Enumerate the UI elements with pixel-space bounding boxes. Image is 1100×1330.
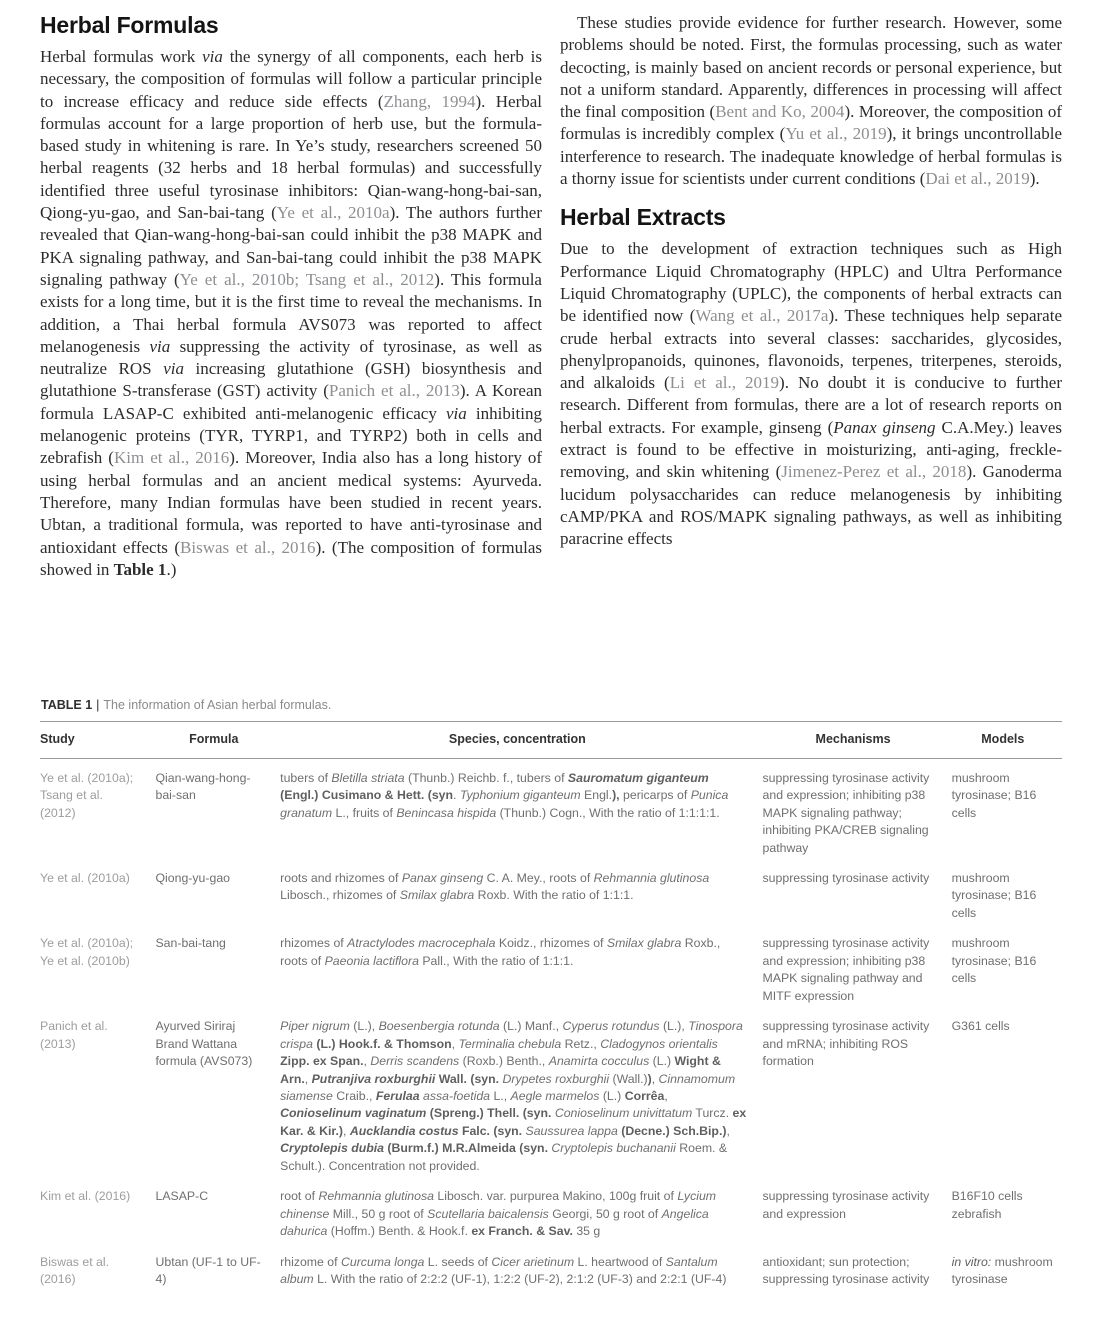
herbal-formulas-paragraph: Herbal formulas work via the synergy of all components, each herb is necessary, the composition of formulas will follow a particular principle to increase efficacy and reduce side effects (Zhang, 1994). Herbal formulas account for a large proportion of herb use, but the formula-based study in whitening is rare. In Ye’s study, researchers screened 50 herbal reagents (32 herbs and 18 herbal formulas) and successfully identified three useful tyrosinase inhibitors: Qian-wang-hong-bai-san, Qiong-yu-gao, and San-bai-tang (Ye et al., 2010a). The authors further revealed that Qian-wang-hong-bai-san could inhibit the p38 MAPK and PKA signaling pathway, and San-bai-tang could inhibit the p38 MAPK signaling pathway (Ye et al., 2010b; Tsang et al., 2012). This formula exists for a long time, but it is the first time to reveal the mechanisms. In addition, a Thai herbal formula AVS073 was reported to affect melanogenesis via suppressing the activity of tyrosinase, as well as neutralize ROS via increasing glutathione (GSH) biosynthesis and glutathione S-transferase (GST) activity (Panich et al., 2013). A Korean formula LASAP-C exhibited anti-melanogenic efficacy via inhibiting melanogenic proteins (TYR, TYRP1, and TYRP2) both in cells and zebrafish (Kim et al., 2016). Moreover, India also has a long history of using herbal formulas and an ancient medical systems: Ayurveda. Therefore, many Indian formulas have been studied in recent years. Ubtan, a traditional formula, was reported to have anti-tyrosinase and antioxidant effects (Biswas et al., 2016). (The composition of formulas showed in Table 1.) bbox=[40, 47, 543, 579]
column-header-models: Models bbox=[952, 722, 1062, 759]
species-cell: tubers of Bletilla striata (Thunb.) Reichb. f., tubers of Sauromatum giganteum (Engl.) Cusimano & Hett. (syn. Typhonium giganteum Engl.), pericarps of Punica granatum L., fruits of Benincasa hispida (Thunb.) Cogn., With the ratio of 1:1:1:1. bbox=[280, 770, 729, 820]
formula-cell: Qian-wang-hong-bai-san bbox=[155, 770, 251, 803]
models-cell: mushroom tyrosinase; B16 cells bbox=[951, 936, 1037, 986]
models-cell: mushroom tyrosinase; B16 cells bbox=[951, 770, 1037, 820]
species-cell: roots and rhizomes of Panax ginseng C. A. Mey., roots of Rehmannia glutinosa Libosch., rhizomes of Smilax glabra Roxb. With the ratio of 1:1:1. bbox=[280, 871, 710, 903]
table-header bbox=[40, 722, 1062, 759]
models-cell: mushroom tyrosinase; B16 cells bbox=[951, 871, 1037, 920]
citation-link[interactable]: Jimenez-Perez et al., 2018 bbox=[781, 462, 967, 482]
mechanisms-cell: antioxidant; sun protection; suppressing tyrosinase activity bbox=[762, 1254, 930, 1287]
mechanisms-cell: suppressing tyrosinase activity and expression; inhibiting p38 MAPK signaling pathway; inhibiting PKA/CREB signaling pathway bbox=[762, 770, 930, 855]
table-row bbox=[40, 1007, 1062, 1177]
citation-link[interactable]: Kim et al., 2016 bbox=[113, 448, 230, 468]
citation-link[interactable]: Bent and Ko, 2004 bbox=[715, 102, 845, 122]
column-header-formula: Formula bbox=[155, 722, 280, 759]
formula-cell: Qiong-yu-gao bbox=[155, 871, 230, 886]
table-row bbox=[40, 758, 1062, 859]
citation-link[interactable]: Zhang, 1994 bbox=[383, 91, 476, 111]
study-cell: Biswas et al. (2016) bbox=[40, 1254, 110, 1287]
table-row bbox=[40, 1243, 1062, 1291]
table-row bbox=[40, 924, 1062, 1007]
formula-cell: LASAP-C bbox=[155, 1189, 209, 1204]
mechanisms-cell: suppressing tyrosinase activity and expression; inhibiting p38 MAPK signaling pathway and MITF expression bbox=[762, 936, 930, 1003]
citation-link[interactable]: Biswas et al., 2016 bbox=[180, 537, 316, 557]
article-body bbox=[40, 12, 1062, 662]
study-cell: Ye et al. (2010a) bbox=[40, 871, 130, 886]
citation-link[interactable]: Wang et al., 2017a bbox=[695, 306, 829, 326]
table-1-block bbox=[40, 698, 1062, 1291]
column-header-species: Species, concentration bbox=[280, 722, 762, 759]
formula-cell: Ubtan (UF-1 to UF-4) bbox=[155, 1254, 261, 1287]
citation-link[interactable]: Panich et al., 2013 bbox=[328, 381, 460, 401]
caption-separator-bar: | bbox=[96, 698, 100, 712]
table-1-caption-text: The information of Asian herbal formulas. bbox=[103, 698, 332, 712]
section-heading-herbal-formulas: Herbal Formulas bbox=[40, 12, 219, 38]
column-header-study: Study bbox=[40, 722, 155, 759]
models-cell: B16F10 cells zebrafish bbox=[951, 1189, 1023, 1221]
citation-link[interactable]: Yu et al., 2019 bbox=[785, 124, 887, 144]
table-row bbox=[40, 859, 1062, 924]
table-body bbox=[40, 758, 1062, 1290]
mechanisms-cell: suppressing tyrosinase activity and mRNA; inhibiting ROS formation bbox=[762, 1019, 930, 1069]
table-header-row bbox=[40, 722, 1062, 759]
citation-link[interactable]: Li et al., 2019 bbox=[669, 373, 780, 393]
models-cell: G361 cells bbox=[951, 1019, 1010, 1034]
species-cell: Piper nigrum (L.), Boesenbergia rotunda (L.) Manf., Cyperus rotundus (L.), Tinospora crispa (L.) Hook.f. & Thomson, Terminalia chebula Retz., Cladogynos orientalis Zipp. ex Span., Derris scandens (Roxb.) Benth., Anamirta cocculus (L.) Wight & Arn., Putranjiva roxburghii Wall. (syn. Drypetes roxburghii (Wall.)), Cinnamomum siamense Craib., Ferulaa assa-foetida L., Aegle marmelos (L.) Corrêa, Conioselinum vaginatum (Spreng.) Thell. (syn. Conioselinum univittatum Turcz. ex Kar. & Kir.), Aucklandia costus Falc. (syn. Saussurea lappa (Decne.) Sch.Bip.), Cryptolepis dubia (Burm.f.) M.R.Almeida (syn. Cryptolepis buchananii Roem. & Schult.). Concentration not provided. bbox=[280, 1019, 747, 1173]
formula-cell: Ayurved Siriraj Brand Wattana formula (AVS073) bbox=[155, 1019, 253, 1069]
table-1-caption-label: TABLE 1 bbox=[41, 698, 93, 712]
mechanisms-cell: suppressing tyrosinase activity bbox=[762, 871, 930, 886]
species-cell: root of Rehmannia glutinosa Libosch. var. purpurea Makino, 100g fruit of Lycium chinense Mill., 50 g root of Scutellaria baicalensis Georgi, 50 g root of Angelica dahurica (Hoffm.) Benth. & Hook.f. ex Franch. & Sav. 35 g bbox=[280, 1189, 717, 1239]
asian-herbal-formulas-table bbox=[40, 721, 1062, 1291]
study-cell: Ye et al. (2010a); Ye et al. (2010b) bbox=[40, 936, 134, 968]
species-cell: rhizome of Curcuma longa L. seeds of Cicer arietinum L. heartwood of Santalum album L. With the ratio of 2:2:2 (UF-1), 1:2:2 (UF-2), 2:1:2 (UF-3) and 2:2:1 (UF-4) bbox=[280, 1254, 727, 1287]
citation-link[interactable]: Ye et al., 2010b; Tsang et al., 2012 bbox=[179, 269, 435, 289]
citation-link[interactable]: Ye et al., 2010a bbox=[276, 203, 390, 223]
further-research-paragraph: These studies provide evidence for further research. However, some problems should be noted. First, the formulas processing, such as water decocting, is mainly based on ancient records or personal experience, but not a uniform standard. Apparently, differences in processing will affect the final composition (Bent and Ko, 2004). Moreover, the composition of formulas is incredibly complex (Yu et al., 2019), it brings uncontrollable interference to research. The inadequate knowledge of herbal formulas is a thorny issue for scientists under current conditions (Dai et al., 2019). bbox=[560, 13, 1062, 189]
left-column bbox=[40, 12, 542, 581]
citation-link[interactable]: Dai et al., 2019 bbox=[925, 169, 1030, 189]
column-header-mechanisms: Mechanisms bbox=[763, 722, 952, 759]
study-cell: Kim et al. (2016) bbox=[40, 1189, 131, 1204]
mechanisms-cell: suppressing tyrosinase activity and expression bbox=[762, 1189, 930, 1221]
formula-cell: San-bai-tang bbox=[155, 936, 226, 951]
species-cell: rhizomes of Atractylodes macrocephala Koidz., rhizomes of Smilax glabra Roxb., roots of Paeonia lactiflora Pall., With the ratio of 1:1:1. bbox=[280, 936, 721, 968]
right-column bbox=[560, 12, 1062, 551]
table-1-caption bbox=[41, 698, 1062, 712]
models-cell: in vitro: mushroom tyrosinase bbox=[951, 1254, 1053, 1287]
section-heading-herbal-extracts: Herbal Extracts bbox=[560, 204, 726, 231]
table-row bbox=[40, 1177, 1062, 1242]
study-cell: Panich et al. (2013) bbox=[40, 1019, 108, 1051]
herbal-extracts-paragraph: Due to the development of extraction techniques such as High Performance Liquid Chromatography (HPLC) and Ultra Performance Liquid Chromatography (UPLC), the components of herbal extracts can be identified now (Wang et al., 2017a). These techniques help separate crude herbal extracts into several classes: saccharides, glycosides, phenylpropanoids, quinones, flavonoids, terpenes, triterpenes, steroids, and alkaloids (Li et al., 2019). No doubt it is conducive to further research. Different from formulas, there are a lot of research reports on herbal extracts. For example, ginseng (Panax ginseng C.A.Mey.) leaves extract is found to be effective in moisturizing, anti-aging, freckle-removing, and skin whitening (Jimenez-Perez et al., 2018). Ganoderma lucidum polysaccharides can reduce melanogenesis by inhibiting cAMP/PKA and ROS/MAPK signaling pathways, as well as inhibiting paracrine effects bbox=[560, 239, 1063, 549]
study-cell: Ye et al. (2010a); Tsang et al. (2012) bbox=[40, 770, 134, 820]
